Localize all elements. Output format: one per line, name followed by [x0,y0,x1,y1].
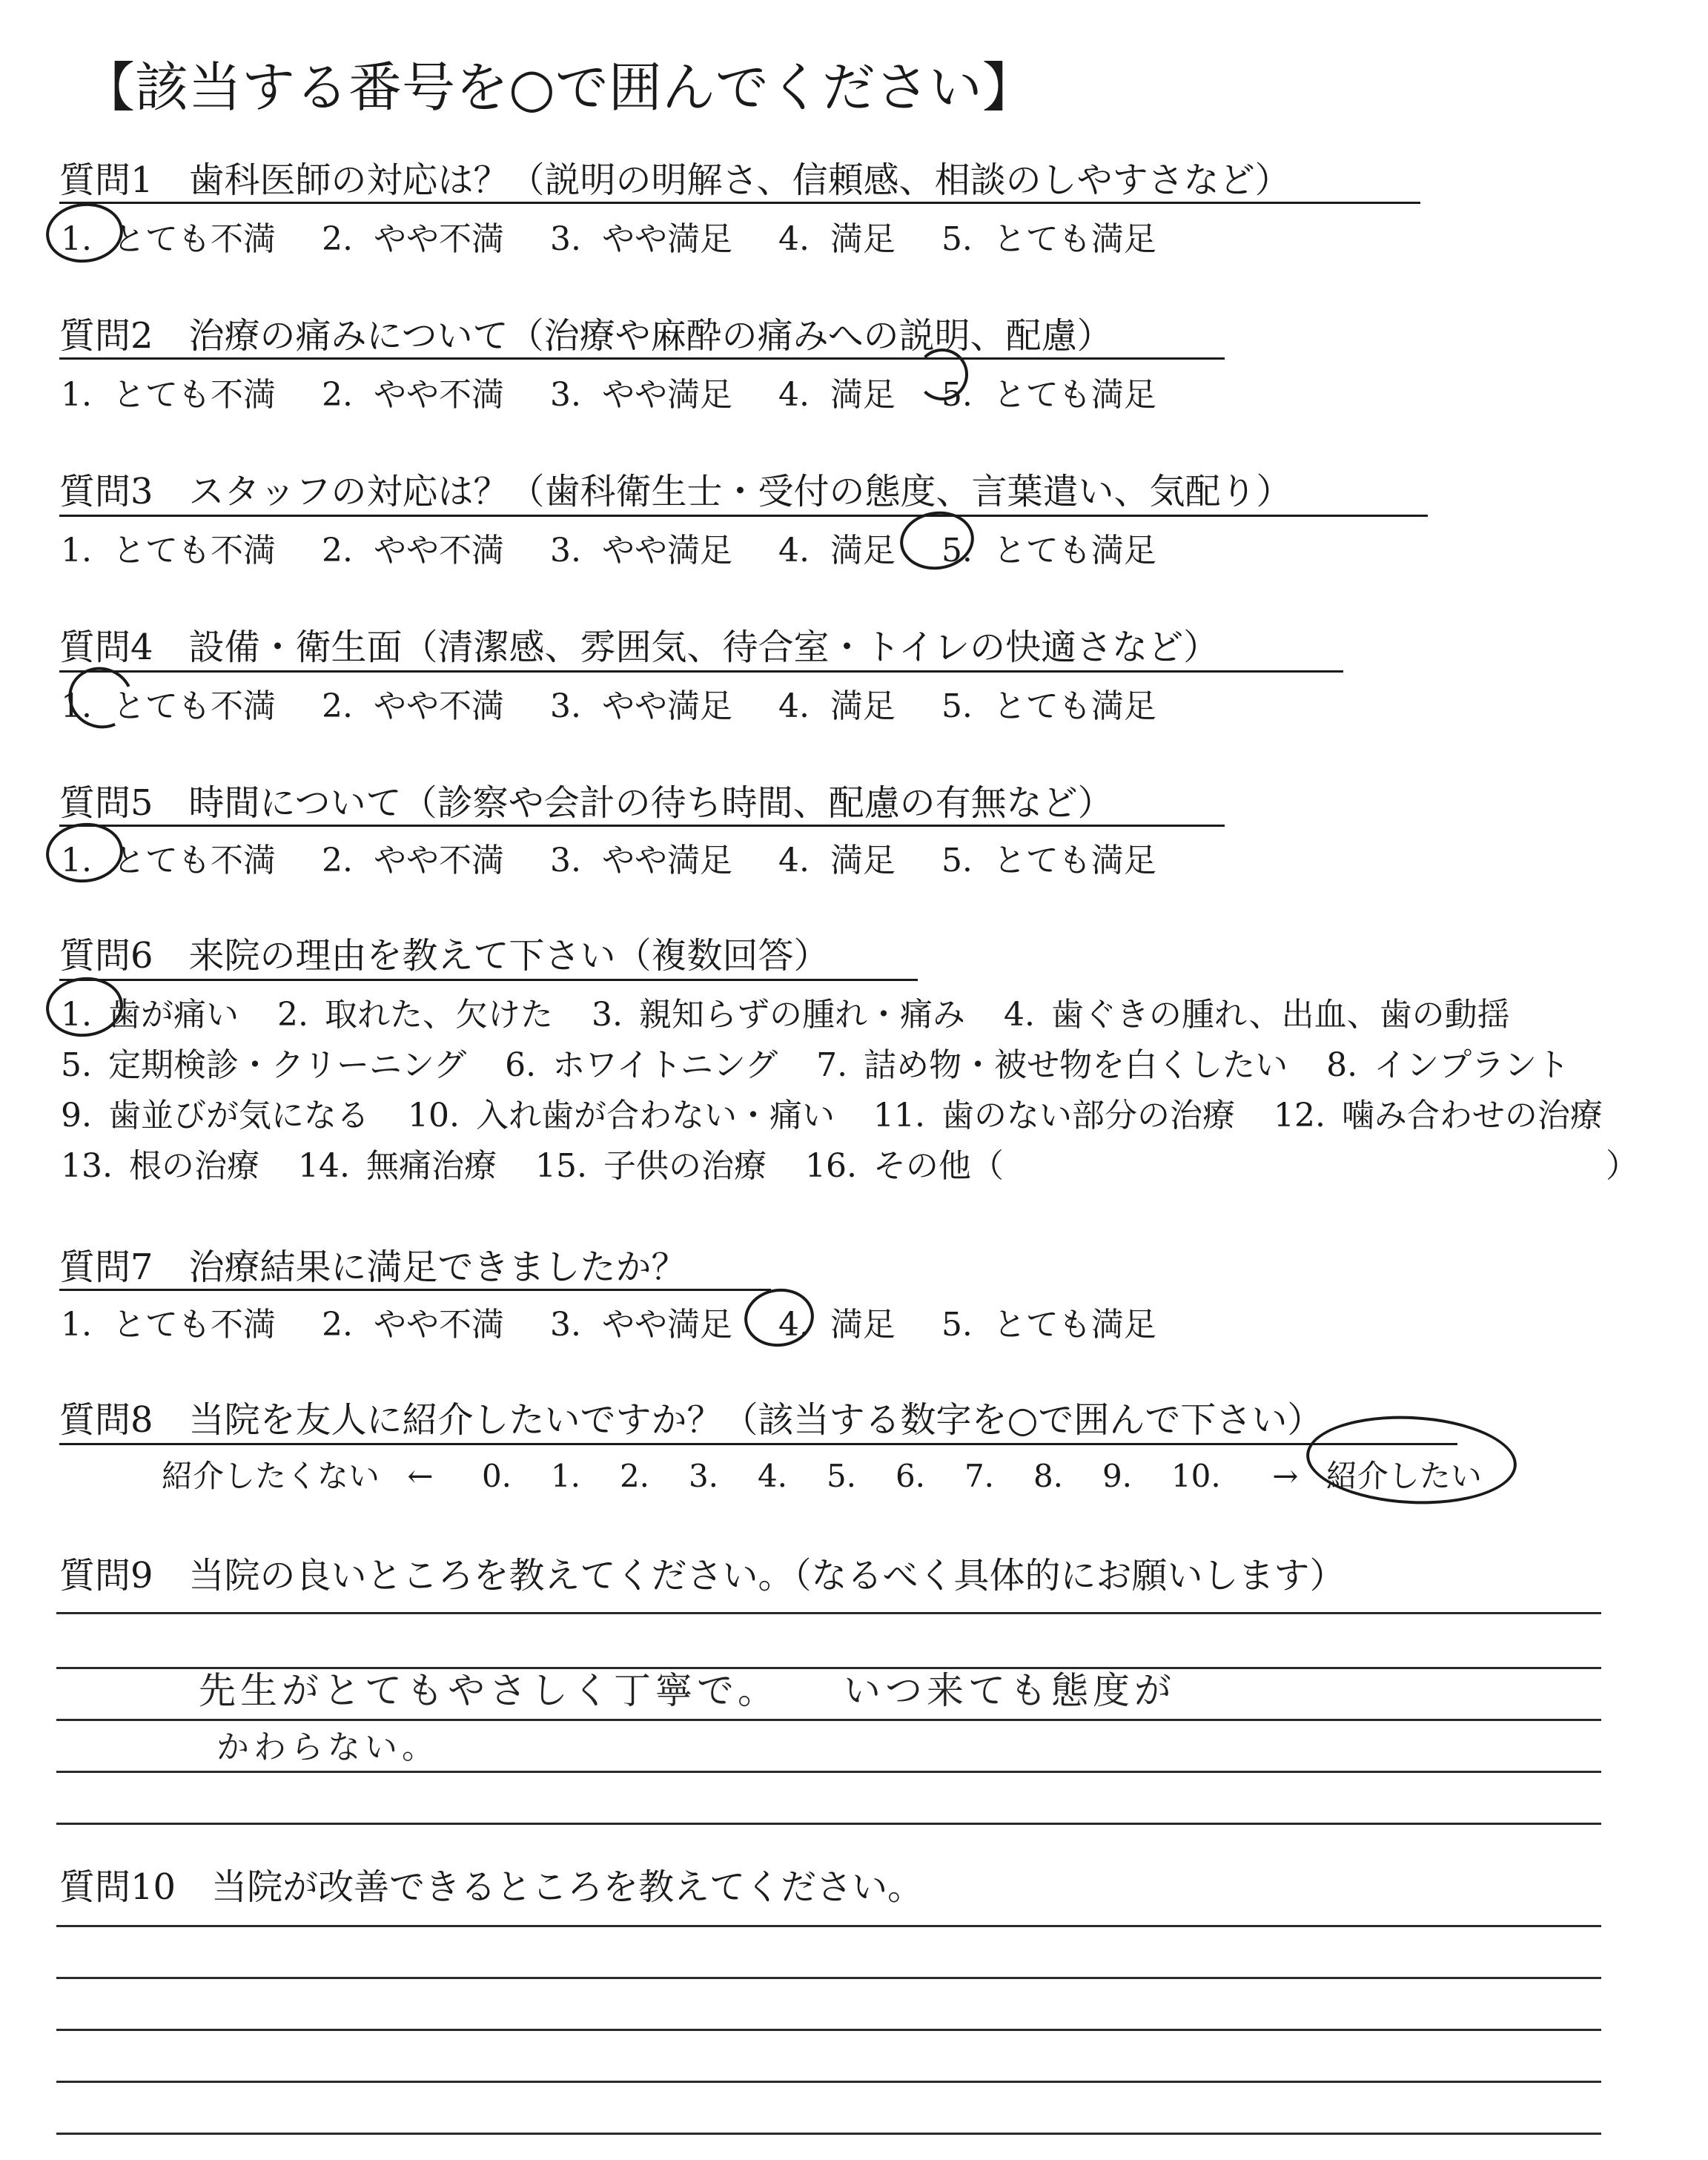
option-label: とても満足 [993,220,1156,258]
option-label: 子供の治療 [603,1147,767,1185]
scale-number-6[interactable]: 6. [895,1458,926,1494]
option-number: 8. [1326,1046,1358,1084]
option-1[interactable] [61,376,276,414]
option-number: 2. [321,376,353,414]
option-4[interactable] [778,687,896,725]
reason-option[interactable] [873,1097,1235,1135]
scale-right-label: 紹介したい [1325,1458,1482,1494]
option-number: 2. [321,687,353,725]
reason-option[interactable] [408,1097,835,1135]
option-label: 詰め物・被せ物を白くしたい [864,1046,1288,1084]
option-label: 歯ぐきの腫れ、出血、歯の動揺 [1050,996,1510,1034]
scale-left-label: 紹介したくない [162,1458,380,1494]
reason-option[interactable] [1326,1046,1569,1084]
question-3-underline [59,515,1428,517]
option-label: インプラント [1374,1046,1570,1084]
question-7-options [61,1298,1156,1345]
question-2-underline [59,357,1225,360]
question-4-underline [59,670,1343,673]
question-8-scale [162,1452,1482,1496]
reason-option[interactable] [505,1046,778,1084]
answer-line [56,1925,1601,1927]
question-6-row-3 [61,1089,1641,1136]
question-3-options [61,524,1156,571]
option-number: 4. [778,842,810,879]
option-label: やや不満 [373,376,504,414]
scale-number-8[interactable]: 8. [1033,1458,1064,1494]
option-5[interactable] [941,687,1156,725]
scale-number-0[interactable]: 0. [481,1458,512,1494]
option-number: 11. [873,1097,925,1135]
option-5[interactable] [941,376,1156,414]
option-label: とても不満 [112,220,276,258]
answer-line [56,1823,1601,1825]
question-5-underline [59,825,1225,827]
option-label: 歯が痛い [107,996,239,1034]
question-4-title: 質問4 設備・衛生面（清潔感、雰囲気、待合室・トイレの快適さなど） [59,627,1219,668]
option-4[interactable] [778,220,896,258]
option-label: とても満足 [993,532,1156,569]
option-label: とても満足 [993,687,1156,725]
option-label: その他（ [873,1147,1004,1185]
question-7-underline [59,1289,771,1291]
reason-option[interactable] [1274,1097,1603,1135]
option-number: 1. [61,996,92,1034]
option-number: 1. [61,1306,92,1344]
question-3-title: 質問3 スタッフの対応は？（歯科衛生士・受付の態度、言葉遣い、気配り） [59,471,1292,512]
option-label: やや満足 [601,220,732,258]
option-3[interactable] [550,532,732,569]
question-6-other-close: ） [1606,1147,1638,1185]
option-number: 4. [778,376,810,414]
handwritten-answer-line-2: かわらない。 [216,1728,439,1766]
answer-line [56,1612,1601,1614]
option-label: とても不満 [112,532,276,569]
option-number: 4. [1003,996,1035,1034]
question-9-title: 質問9 当院の良いところを教えてください。（なるべく具体的にお願いします） [59,1555,1345,1596]
option-number: 1. [61,532,92,569]
option-2[interactable] [322,687,504,725]
option-label: 取れた、欠けた [324,996,553,1034]
option-label: やや不満 [373,532,504,569]
option-label: とても満足 [993,842,1156,879]
answer-line [56,2029,1601,2031]
reason-option[interactable] [61,1147,259,1185]
option-label: とても不満 [112,842,276,879]
reason-option[interactable] [298,1147,497,1185]
scale-number-3[interactable]: 3. [688,1458,719,1494]
option-label: とても不満 [112,376,276,414]
option-number: 7. [816,1046,848,1084]
option-number: 3. [549,220,581,258]
handwritten-answer-line-1: 先生がとてもやさしく丁寧で。 いつ来ても態度が [199,1669,1176,1712]
option-number: 3. [549,1306,581,1344]
option-number: 10. [407,1097,460,1135]
selection-circle-q2 [916,349,968,400]
question-8-underline [59,1443,1457,1445]
option-label: 入れ歯が合わない・痛い [475,1097,835,1135]
option-number: 5. [941,842,973,879]
option-label: 満足 [830,1306,896,1344]
option-label: 噛み合わせの治療 [1341,1097,1603,1135]
option-number: 5. [941,532,973,569]
option-number: 6. [505,1046,537,1084]
option-number: 2. [321,1306,353,1344]
option-label: 親知らずの腫れ・痛み [638,996,965,1034]
option-3[interactable] [550,376,732,414]
option-number: 2. [321,842,353,879]
question-4-options [61,679,1156,727]
option-label: やや満足 [601,1306,732,1344]
question-1-title: 質問1 歯科医師の対応は？（説明の明解さ、信頼感、相談のしやすさなど） [59,159,1291,201]
option-number: 3. [549,842,581,879]
option-number: 1. [61,376,92,414]
option-number: 3. [549,376,581,414]
option-number: 5. [941,376,973,414]
reason-option[interactable] [61,1046,466,1084]
option-number: 16. [804,1147,857,1185]
option-number: 3. [549,532,581,569]
option-number: 3. [549,687,581,725]
option-2[interactable] [322,842,504,879]
option-4[interactable] [778,532,896,569]
option-number: 5. [941,1306,973,1344]
option-label: 歯のない部分の治療 [941,1097,1235,1135]
option-number: 4. [778,1306,810,1344]
scale-number-9[interactable]: 9. [1102,1458,1133,1494]
reason-option[interactable] [535,1147,767,1185]
question-2-title: 質問2 治療の痛みについて（治療や麻酔の痛みへの説明、配慮） [59,315,1113,357]
option-label: やや満足 [601,687,732,725]
option-label: 満足 [830,687,896,725]
answer-line [56,2081,1601,2083]
question-2-options [61,368,1156,415]
option-label: 無痛治療 [365,1147,497,1185]
option-number: 5. [61,1046,92,1084]
option-5[interactable] [941,220,1156,258]
scale-numbers [482,1458,1240,1494]
option-number: 4. [778,220,810,258]
reason-option[interactable] [277,996,553,1034]
option-4[interactable] [778,842,896,879]
option-label: やや不満 [373,687,504,725]
option-label: やや満足 [601,842,732,879]
scale-number-7[interactable]: 7. [964,1458,995,1494]
option-number: 2. [321,532,353,569]
answer-line [56,1771,1601,1773]
answer-line [56,2133,1601,2135]
reason-option[interactable] [816,1046,1288,1084]
form-header: 【該当する番号を○で囲んでください】 [82,56,1036,119]
option-label: やや満足 [601,532,732,569]
option-label: 定期検診・クリーニング [107,1046,467,1084]
option-label: 満足 [830,376,896,414]
option-number: 9. [61,1097,92,1135]
option-number: 1. [61,687,92,725]
reason-option[interactable] [805,1147,1004,1185]
question-6-row-4 [61,1139,1042,1186]
option-2[interactable] [322,220,504,258]
scale-right-arrow: → [1272,1458,1299,1494]
scale-number-2[interactable]: 2. [619,1458,650,1494]
option-label: とても満足 [993,376,1156,414]
question-1-underline [59,202,1420,204]
option-number: 5. [941,220,973,258]
option-1[interactable] [61,532,276,569]
option-label: やや不満 [373,1306,504,1344]
option-label: とても不満 [112,687,276,725]
scale-left-arrow: ← [407,1458,434,1494]
option-number: 1. [61,842,92,879]
reason-option[interactable] [592,996,965,1034]
option-number: 12. [1273,1097,1325,1135]
option-3[interactable] [550,220,732,258]
question-5-options [61,833,1156,881]
question-6-row-2 [61,1038,1608,1086]
reason-option[interactable] [61,1097,369,1135]
option-label: 満足 [830,220,896,258]
option-number: 1. [61,220,92,258]
answer-line [56,1977,1601,1979]
option-3[interactable] [550,1306,732,1344]
option-label: やや不満 [373,842,504,879]
option-label: とても満足 [993,1306,1156,1344]
option-number: 3. [591,996,623,1034]
option-label: やや不満 [373,220,504,258]
scale-number-10[interactable]: 10. [1171,1458,1221,1494]
option-number: 13. [61,1147,113,1185]
option-number: 15. [534,1147,587,1185]
question-7-title: 質問7 治療結果に満足できましたか？ [59,1246,687,1288]
option-3[interactable] [550,842,732,879]
question-6-title: 質問6 来院の理由を教えて下さい（複数回答） [59,935,830,977]
option-label: やや満足 [601,376,732,414]
option-number: 2. [321,220,353,258]
scale-number-1[interactable]: 1. [550,1458,581,1494]
question-8-title: 質問8 当院を友人に紹介したいですか？（該当する数字を○で囲んで下さい） [59,1399,1323,1441]
question-1-options [61,212,1156,260]
option-label: 満足 [830,842,896,879]
scale-number-5[interactable]: 5. [826,1458,857,1494]
option-1[interactable] [61,1306,276,1344]
option-2[interactable] [322,1306,504,1344]
option-label: 満足 [830,532,896,569]
option-number: 4. [778,532,810,569]
option-5[interactable] [941,842,1156,879]
question-6-row-1 [61,988,1549,1035]
option-3[interactable] [550,687,732,725]
question-5-title: 質問5 時間について（診察や会計の待ち時間、配慮の有無など） [59,782,1113,824]
question-6-underline [59,979,918,981]
option-number: 4. [778,687,810,725]
option-label: 根の治療 [128,1147,259,1185]
option-label: とても不満 [112,1306,276,1344]
option-2[interactable] [322,376,504,414]
option-number: 2. [277,996,308,1034]
option-number: 5. [941,687,973,725]
reason-option[interactable] [1004,996,1510,1034]
scale-number-4[interactable]: 4. [757,1458,788,1494]
question-10-title: 質問10 当院が改善できるところを教えてください。 [59,1866,924,1908]
option-label: ホワイトニング [552,1046,778,1084]
option-number: 14. [297,1147,350,1185]
option-5[interactable] [941,1306,1156,1344]
option-label: 歯並びが気になる [107,1097,369,1135]
option-4[interactable] [778,376,896,414]
option-2[interactable] [322,532,504,569]
